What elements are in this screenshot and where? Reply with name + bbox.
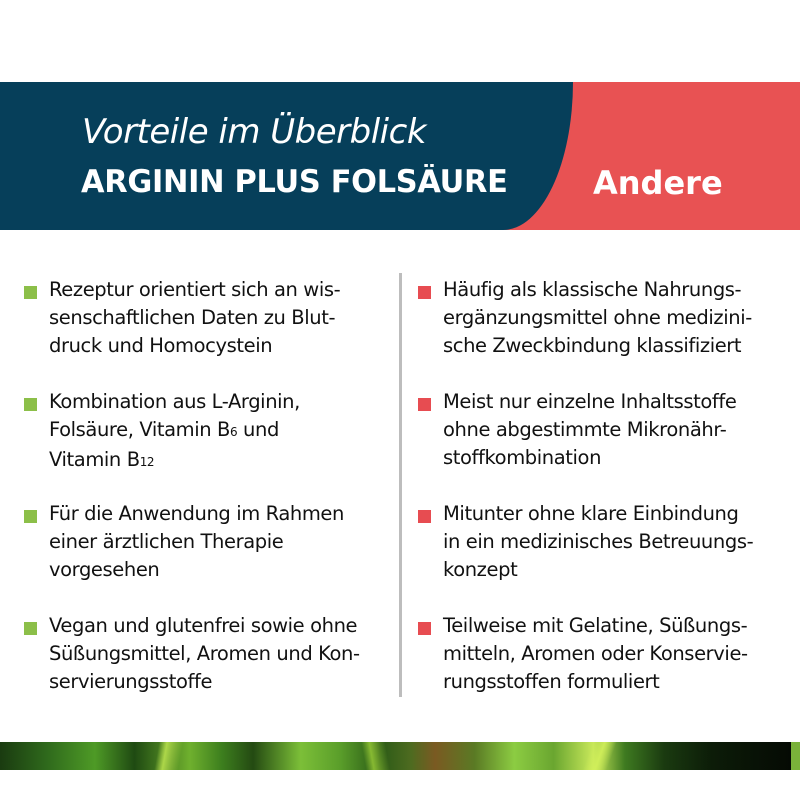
list-item-text: Rezeptur orientiert sich an wis- senschaftlichen Daten zu Blut- druck und Homocystein [49, 278, 341, 357]
red-square-bullet-icon [418, 398, 431, 411]
comparison-header [0, 82, 800, 230]
red-square-bullet-icon [418, 510, 431, 523]
red-square-bullet-icon [418, 622, 431, 635]
list-item-text: Für die Anwendung im Rahmen einer ärztlichen Therapie vorgesehen [49, 502, 344, 581]
column-divider [399, 273, 402, 697]
product-title: ARGININ PLUS FOLSÄURE [81, 164, 508, 200]
list-item-text: Mitunter ohne klare Einbindung in ein medizinisches Betreuungs- konzept [443, 502, 754, 581]
header-subtitle: Vorteile im Überblick [82, 112, 427, 152]
green-square-bullet-icon [24, 510, 37, 523]
red-square-bullet-icon [418, 286, 431, 299]
list-item-text: Teilweise mit Gelatine, Süßungs- mitteln, Aromen oder Konservie- rungsstoffen formuliert [443, 614, 748, 693]
green-square-bullet-icon [24, 398, 37, 411]
green-square-bullet-icon [24, 286, 37, 299]
green-accent-bar [791, 742, 800, 770]
grass-photo-strip [0, 742, 791, 770]
product-header-panel [0, 82, 573, 230]
list-item-text: Meist nur einzelne Inhaltsstoffe ohne abgestimmte Mikronähr- stoffkombination [443, 390, 737, 469]
comparison-title: Andere [593, 164, 723, 202]
green-square-bullet-icon [24, 622, 37, 635]
list-item-text: Häufig als klassische Nahrungs- ergänzungsmittel ohne medizini- sche Zweckbindung klassifiziert [443, 278, 752, 357]
list-item-text: Vegan und glutenfrei sowie ohne Süßungsmittel, Aromen und Kon- servierungsstoffe [49, 614, 360, 693]
list-item-text: Kombination aus L-Arginin, Folsäure, Vitamin B6 und Vitamin B12 [49, 390, 300, 471]
